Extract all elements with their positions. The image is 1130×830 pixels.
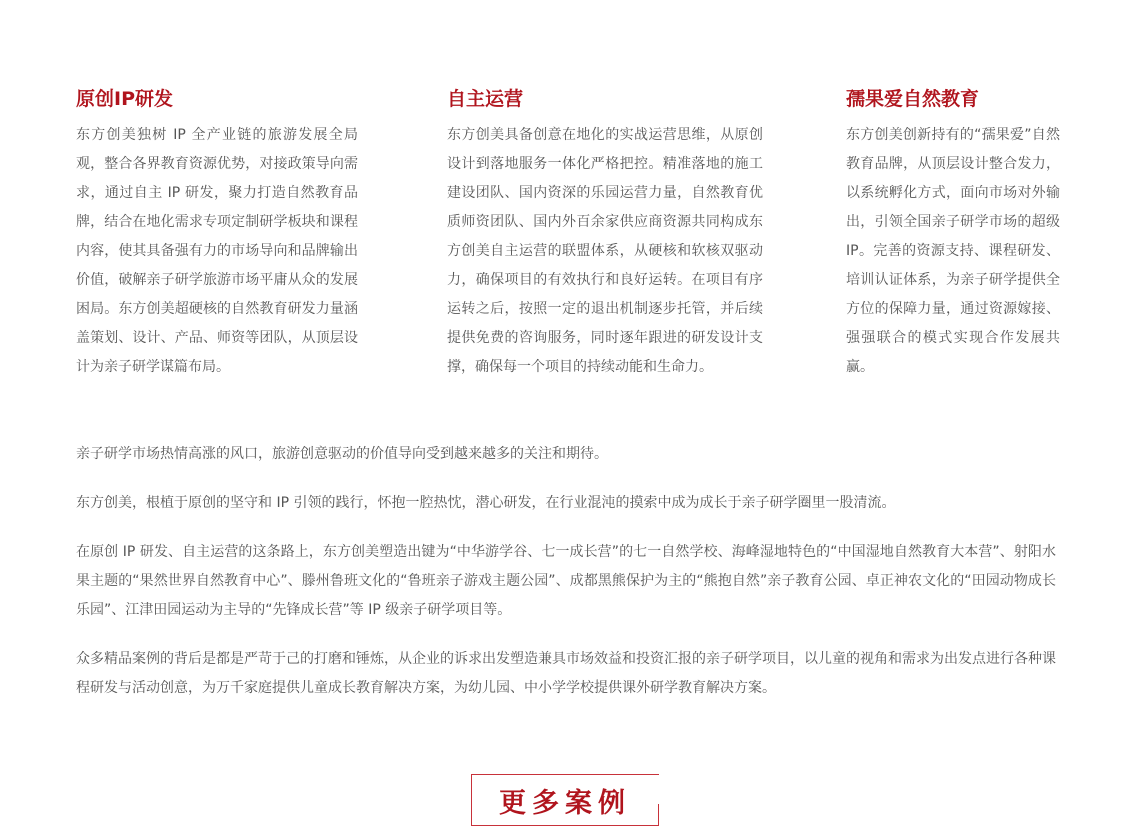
feature-title: 原创IP研发 (76, 88, 173, 110)
feature-title: 自主运营 (447, 88, 524, 110)
intro-paragraph: 东方创美，根植于原创的坚守和 IP 引领的践行，怀抱一腔热忱，潜心研发，在行业混沌的摸索中成为成长于亲子研学圈里一股清流。 (76, 495, 896, 511)
button-border-right (658, 804, 659, 826)
button-border-bottom (471, 825, 659, 826)
feature-description: 东方创美创新持有的“孺果爱”自然教育品牌，从顶层设计整合发力，以系统孵化方式，面向市场对外输出，引领全国亲子研学市场的超级IP。完善的资源支持、课程研发、培训认证体系，为亲子研学提供全方位的保障力量，通过资源嫁接、强强联合的模式实现合作发展共赢。 (846, 127, 1060, 375)
more-cases-button[interactable] (471, 774, 659, 826)
more-cases-label: 更多案例 (499, 787, 631, 819)
feature-self-operation (447, 86, 763, 382)
intro-paragraph: 众多精品案例的背后是都是严苛于己的打磨和锤炼，从企业的诉求出发塑造兼具市场效益和投资汇报的亲子研学项目，以儿童的视角和需求为出发点进行各种课程研发与活动创意，为万千家庭提供儿童成长教育解决方案，为幼儿园、中小学学校提供课外研学教育解决方案。 (76, 651, 1056, 696)
feature-description: 东方创美具备创意在地化的实战运营思维，从原创设计到落地服务一体化严格把控。精准落地的施工建设团队、国内资深的乐园运营力量，自然教育优质师资团队、国内外百余家供应商资源共同构成东方创美自主运营的联盟体系，从硬核和软核双驱动力，确保项目的有效执行和良好运转。在项目有序运转之后，按照一定的退出机制逐步托管，并后续提供免费的咨询服务，同时逐年跟进的研发设计支撑，确保每一个项目的持续动能和生命力。 (447, 127, 763, 375)
intro-paragraph: 亲子研学市场热情高涨的风口，旅游创意驱动的价值导向受到越来越多的关注和期待。 (76, 446, 608, 462)
feature-title: 孺果爱自然教育 (846, 88, 980, 110)
feature-description: 东方创美独树 IP 全产业链的旅游发展全局观，整合各界教育资源优势，对接政策导向需求，通过自主 IP 研发，聚力打造自然教育品牌，结合在地化需求专项定制研学板块和课程内容，使其具备强有力的市场导向和品牌输出价值，破解亲子研学旅游市场平庸从众的发展困局。东方创美超硬核的自然教育研发力量涵盖策划、设计、产品、师资等团队，从顶层设计为亲子研学谋篇布局。 (76, 127, 358, 375)
intro-section (76, 440, 1056, 723)
button-border-top (471, 774, 659, 775)
feature-original-ip (76, 86, 358, 382)
feature-nature-education (846, 86, 1060, 382)
button-border-left (471, 774, 472, 826)
intro-paragraph: 在原创 IP 研发、自主运营的这条路上，东方创美塑造出键为“中华游学谷、七一成长营”的七一自然学校、海峰湿地特色的“中国湿地自然教育大本营”、射阳水果主题的“果然世界自然教育中心”、滕州鲁班文化的“鲁班亲子游戏主题公园”、成都黑熊保护为主的“熊抱自然”亲子教育公园、卓正神农文化的“田园动物成长乐园”、江津田园运动为主导的“先锋成长营”等 IP 级亲子研学项目等。 (76, 544, 1056, 618)
